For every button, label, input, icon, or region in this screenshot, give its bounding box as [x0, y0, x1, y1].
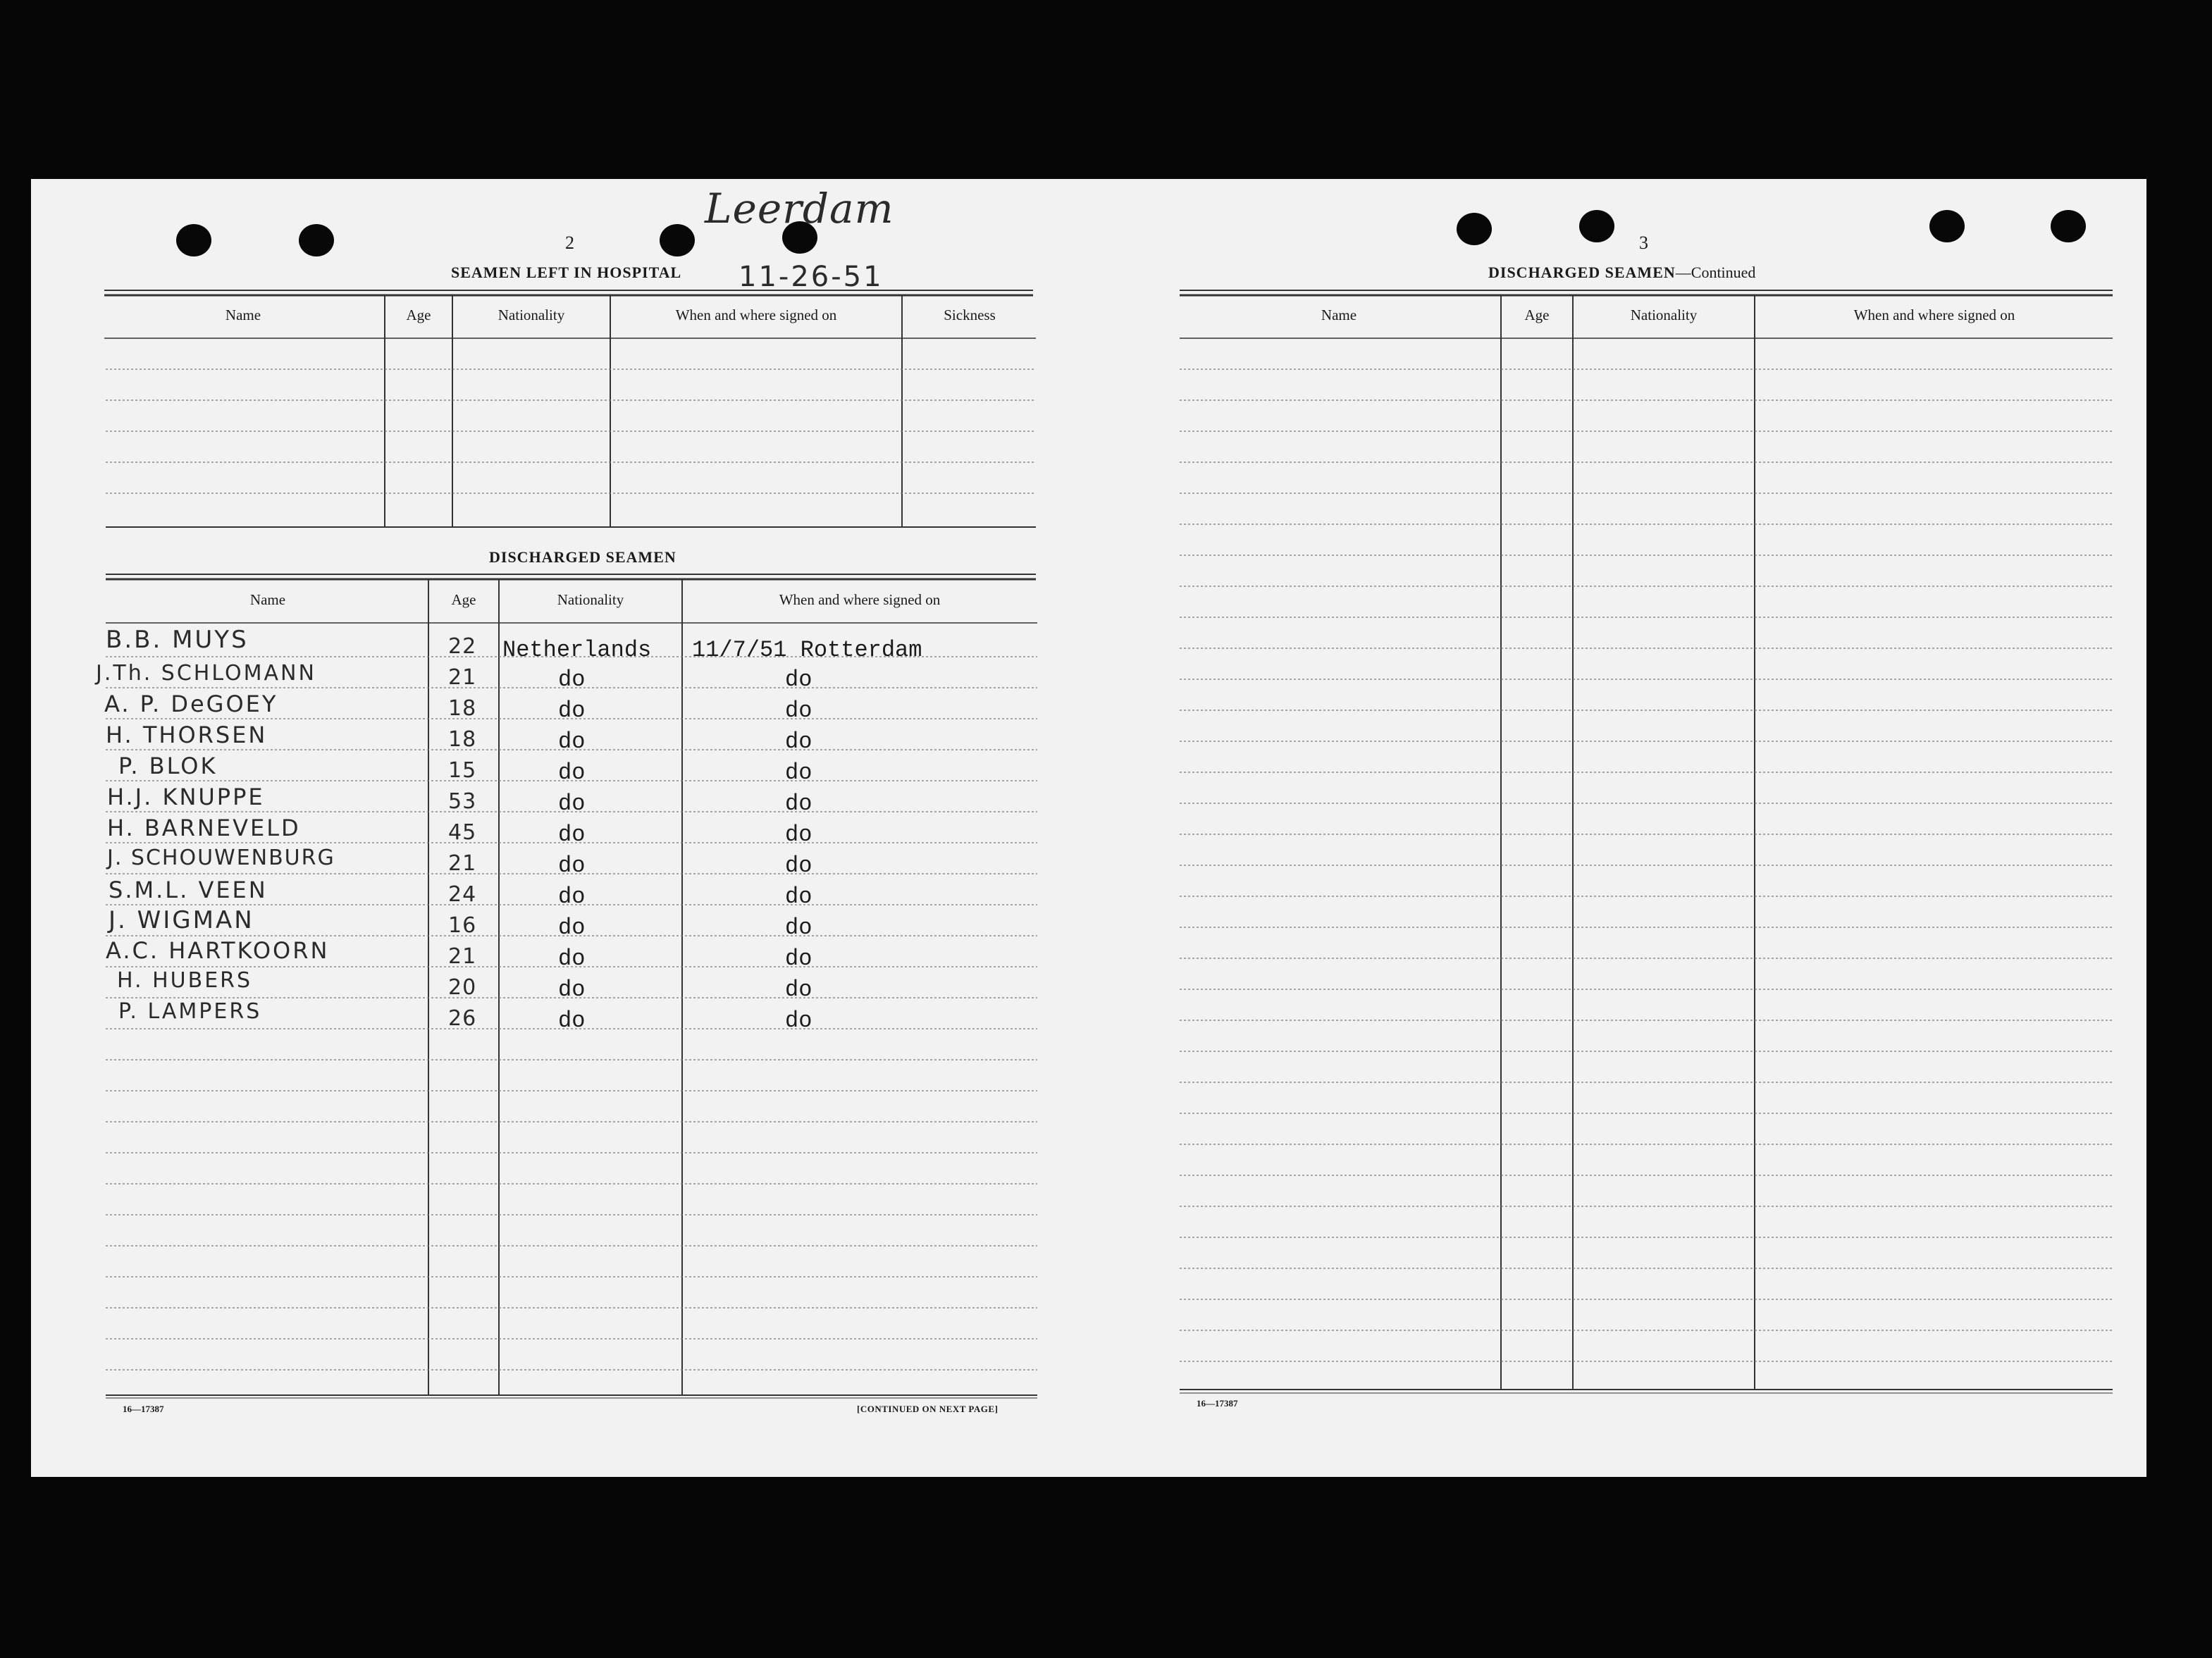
seaman-name: H.J. KNUPPE	[107, 784, 265, 810]
seaman-signed-on: do	[785, 977, 812, 1003]
seaman-signed-on: do	[785, 946, 812, 972]
seaman-age: 22	[448, 634, 477, 659]
seaman-name: J.Th. SCHLOMANN	[96, 661, 316, 686]
seaman-name: H. HUBERS	[117, 968, 253, 993]
seaman-age: 16	[448, 913, 477, 938]
hospital-col-age: Age	[406, 307, 431, 323]
seaman-name: J. WIGMAN	[109, 906, 254, 934]
seaman-nationality: do	[558, 977, 586, 1003]
seaman-name: S.M.L. VEEN	[109, 877, 268, 903]
seaman-signed-on: do	[785, 760, 812, 786]
seaman-nationality: Netherlands	[502, 637, 652, 663]
seaman-nationality: do	[558, 853, 586, 879]
seaman-age: 26	[448, 1006, 477, 1031]
discharged-col-signed-on: When and where signed on	[779, 591, 941, 608]
hospital-section-title: SEAMEN LEFT IN HOSPITAL	[451, 264, 682, 281]
hospital-col-signed-on: When and where signed on	[675, 307, 837, 323]
seaman-signed-on: do	[785, 791, 812, 817]
seaman-nationality: do	[558, 698, 586, 724]
seaman-nationality: do	[558, 791, 586, 817]
continued-col-name: Name	[1321, 307, 1357, 323]
continued-section-title-suffix: —Continued	[1675, 264, 1756, 281]
seaman-nationality: do	[558, 915, 586, 941]
continued-col-signed-on: When and where signed on	[1853, 307, 2015, 323]
seaman-signed-on: do	[785, 729, 812, 755]
discharged-col-name: Name	[249, 591, 286, 608]
seaman-signed-on: do	[785, 667, 812, 693]
seaman-age: 21	[448, 851, 477, 876]
continued-on-next-page: [CONTINUED ON NEXT PAGE]	[857, 1404, 999, 1414]
seaman-name: J. SCHOUWENBURG	[107, 846, 335, 870]
seaman-signed-on: do	[785, 1008, 812, 1034]
seaman-signed-on: do	[785, 884, 812, 910]
seaman-signed-on: do	[785, 698, 812, 724]
seaman-age: 21	[448, 665, 477, 690]
seaman-age: 20	[448, 975, 477, 1000]
date-annotation: 11-26-51	[739, 261, 884, 293]
seaman-name: A.C. HARTKOORN	[106, 937, 330, 964]
seaman-signed-on: do	[785, 915, 812, 941]
seaman-nationality: do	[558, 946, 586, 972]
hospital-col-name: Name	[225, 307, 261, 323]
seaman-nationality: do	[558, 822, 586, 848]
left-page-number: 2	[565, 233, 574, 253]
discharged-col-age: Age	[451, 591, 476, 608]
left-form-number: 16—17387	[123, 1404, 164, 1414]
seaman-age: 15	[448, 758, 477, 783]
ship-name-annotation: Leerdam	[705, 185, 894, 233]
seaman-name: A. P. DeGOEY	[104, 691, 278, 717]
seaman-signed-on: 11/7/51 Rotterdam	[692, 637, 922, 663]
seaman-nationality: do	[558, 760, 586, 786]
right-page-number: 3	[1639, 233, 1648, 253]
seaman-signed-on: do	[785, 853, 812, 879]
seaman-age: 53	[448, 789, 477, 814]
seaman-signed-on: do	[785, 822, 812, 848]
continued-section-title-main: DISCHARGED SEAMEN	[1488, 264, 1676, 281]
discharged-col-nationality: Nationality	[557, 591, 624, 608]
seaman-age: 24	[448, 882, 477, 907]
seaman-age: 18	[448, 696, 477, 721]
right-form-number: 16—17387	[1197, 1398, 1238, 1409]
hospital-col-nationality: Nationality	[498, 307, 565, 323]
continued-col-nationality: Nationality	[1630, 307, 1698, 323]
seaman-nationality: do	[558, 884, 586, 910]
seaman-nationality: do	[558, 729, 586, 755]
continued-col-age: Age	[1524, 307, 1550, 323]
seaman-name: P. BLOK	[118, 753, 218, 779]
seaman-nationality: do	[558, 667, 586, 693]
seaman-name: H. BARNEVELD	[107, 815, 301, 841]
seaman-name: P. LAMPERS	[118, 999, 262, 1024]
seaman-name: H. THORSEN	[106, 722, 268, 748]
seaman-nationality: do	[558, 1008, 586, 1034]
continued-section-title	[1488, 264, 1755, 282]
seaman-age: 45	[448, 820, 477, 845]
seaman-age: 21	[448, 944, 477, 969]
seaman-age: 18	[448, 727, 477, 752]
discharged-section-title: DISCHARGED SEAMEN	[489, 548, 676, 566]
hospital-col-sickness: Sickness	[944, 307, 996, 323]
seaman-name: B.B. MUYS	[106, 626, 249, 654]
